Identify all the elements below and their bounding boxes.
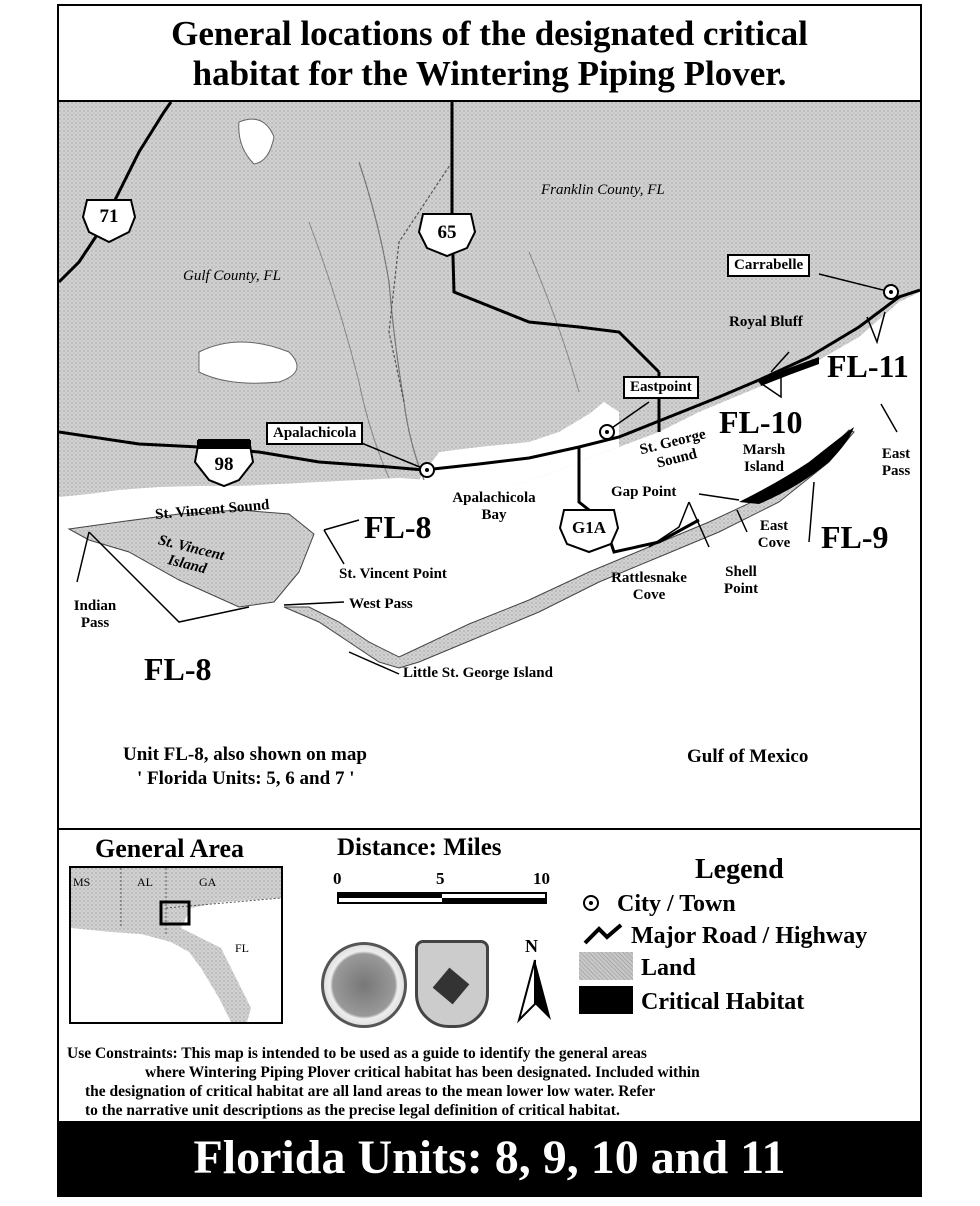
scale-bar	[337, 892, 547, 904]
map-furniture	[59, 830, 920, 1121]
critical-habitat-swatch	[579, 986, 633, 1014]
east-cove-label: East Cove	[757, 518, 791, 551]
main-map	[59, 102, 920, 830]
eastpoint-label: Eastpoint	[623, 376, 699, 399]
unit-fl9-label: FL-9	[821, 519, 889, 555]
pointer-line	[699, 494, 739, 500]
rattlesnake-cove-label: Rattlesnake Cove	[611, 570, 687, 603]
city-town-icon	[579, 891, 603, 915]
inset-graphic	[71, 868, 281, 1022]
title-line-2: habitat for the Wintering Piping Plover.	[192, 54, 787, 93]
i-98-label: 98	[214, 454, 234, 475]
fws-shield-logo	[415, 940, 489, 1028]
north-label: N	[525, 936, 538, 956]
apalachicola-label: Apalachicola	[266, 422, 363, 445]
constraints-line-2: where Wintering Piping Plover critical habitat has been designated. Included within	[145, 1064, 700, 1081]
scale-tick-0: 0	[333, 869, 342, 888]
legend-road-label: Major Road / Highway	[631, 923, 868, 949]
pointer-line	[881, 404, 897, 432]
north-arrow-icon	[515, 958, 555, 1024]
us-71-label: 71	[99, 206, 119, 227]
legend-critical-habitat-label: Critical Habitat	[641, 989, 805, 1015]
unit-fl8-label: FL-8	[364, 509, 432, 545]
legend-city-town-label: City / Town	[617, 891, 736, 917]
land-swatch	[579, 952, 633, 980]
general-area-inset	[69, 866, 283, 1024]
general-area-heading: General Area	[95, 834, 244, 863]
legend-land-label: Land	[641, 955, 696, 981]
franklin-county-label: Franklin County, FL	[541, 182, 665, 198]
pointer-line	[284, 602, 344, 605]
inset-ms-label: MS	[73, 875, 91, 889]
inset-fl-label: FL	[235, 941, 250, 955]
st-george-sound-label: St. George Sound	[638, 426, 708, 472]
scale-heading: Distance: Miles	[337, 834, 502, 861]
west-pass-label: West Pass	[349, 596, 413, 612]
scale-tick-5: 5	[436, 869, 445, 888]
unit-fl10-label: FL-10	[719, 404, 803, 440]
st-vincent-sound-label: St. Vincent Sound	[154, 497, 271, 523]
fl8-note-line-1: Unit FL-8, also shown on map	[123, 744, 367, 765]
usda-seal-logo	[321, 942, 407, 1028]
apalachicola-bay-label: Apalachicola Bay	[452, 490, 536, 523]
legend-road	[583, 922, 867, 950]
marsh-island-label: Marsh Island	[742, 442, 786, 475]
scale-tick-10: 10	[533, 869, 550, 888]
map-frame	[57, 4, 922, 1197]
legend-heading: Legend	[695, 854, 784, 885]
royal-bluff-label: Royal Bluff	[729, 314, 803, 330]
gap-point-label: Gap Point	[611, 484, 677, 500]
st-vincent-island-label: St. Vincent Island	[156, 532, 226, 578]
gulf-county-label: Gulf County, FL	[183, 268, 281, 284]
us-65-label: 65	[437, 222, 457, 243]
east-pass-label: East Pass	[881, 446, 911, 479]
indian-pass-label: Indian Pass	[73, 598, 117, 631]
fl8-note-line-2: ' Florida Units: 5, 6 and 7 '	[137, 768, 355, 789]
legend-critical-habitat	[579, 986, 804, 1016]
inset-ga-label: GA	[199, 875, 217, 889]
road-icon	[583, 923, 623, 947]
g1a-label: G1A	[572, 518, 606, 537]
st-vincent-point-label: St. Vincent Point	[339, 566, 447, 582]
pointer-line	[809, 482, 814, 542]
gulf-of-mexico-label: Gulf of Mexico	[687, 746, 809, 767]
shell-point-label: Shell Point	[723, 564, 759, 597]
city-town-icon	[420, 463, 434, 477]
use-constraints	[67, 1044, 917, 1120]
footer-banner: Florida Units: 8, 9, 10 and 11	[59, 1121, 920, 1195]
city-town-icon	[884, 285, 898, 299]
map-title	[59, 6, 920, 102]
carrabelle-label: Carrabelle	[727, 254, 810, 277]
title-line-1: General locations of the designated critical	[171, 14, 808, 53]
pointer-line	[324, 520, 359, 564]
inset-al-label: AL	[137, 875, 153, 889]
unit-fl8-label-lower: FL-8	[144, 651, 212, 687]
constraints-line-3: the designation of critical habitat are all land areas to the mean lower low water. Refer	[85, 1083, 656, 1100]
legend-city-town	[579, 890, 736, 918]
constraints-line-4: to the narrative unit descriptions as the precise legal definition of critical habitat.	[85, 1102, 620, 1119]
city-town-icon	[600, 425, 614, 439]
little-st-george-label: Little St. George Island	[403, 665, 553, 681]
constraints-line-1: Use Constraints: This map is intended to be used as a guide to identify the general areas	[67, 1045, 647, 1062]
unit-fl11-label: FL-11	[827, 348, 909, 384]
i-98-shield-top	[197, 440, 251, 449]
legend-land	[579, 952, 696, 982]
